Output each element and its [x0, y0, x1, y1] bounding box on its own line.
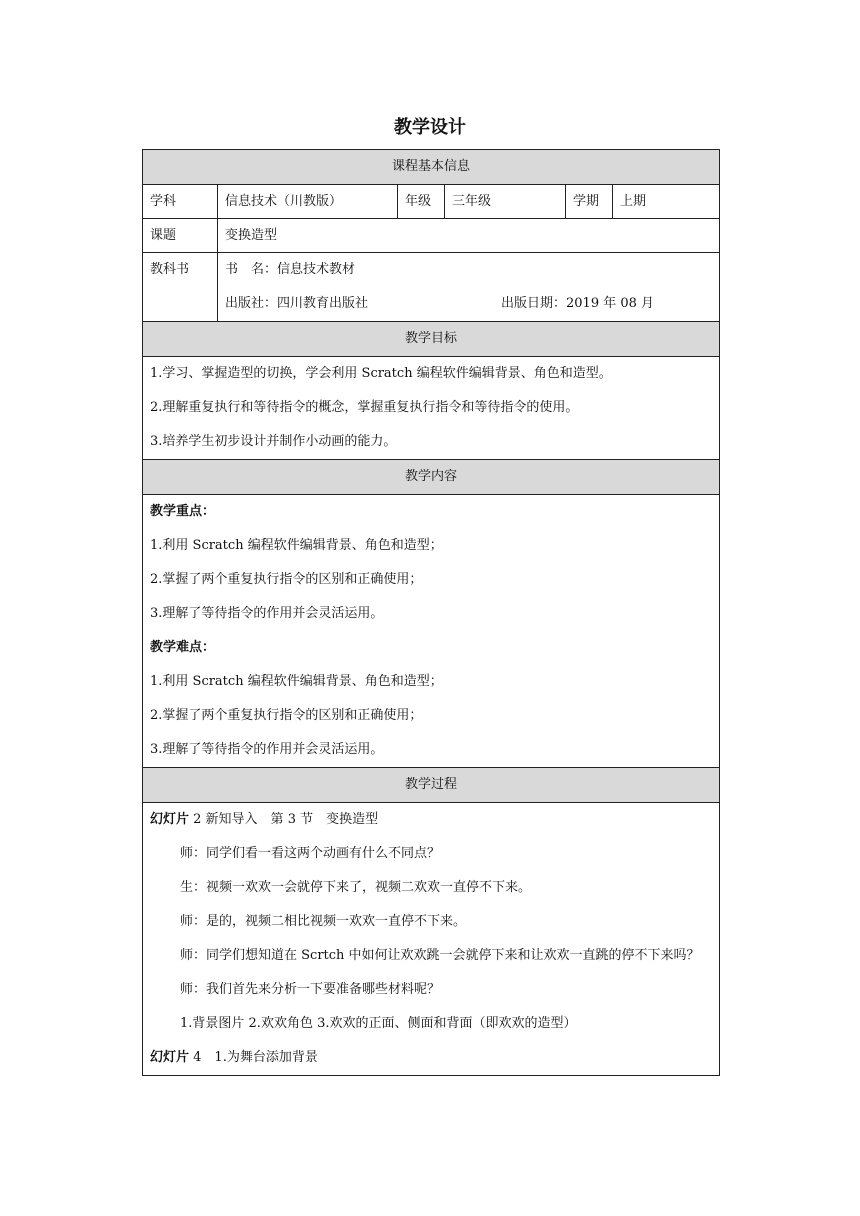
objective-item: 2.理解重复执行和等待指令的概念，掌握重复执行指令和等待指令的使用。: [150, 400, 579, 415]
key-point-item: 2.掌握了两个重复执行指令的区别和正确使用；: [150, 572, 423, 587]
key-point-item: 3.理解了等待指令的作用并会灵活运用。: [150, 606, 384, 621]
publisher: 出版社：四川教育出版社: [225, 296, 369, 311]
difficult-point-item: 3.理解了等待指令的作用并会灵活运用。: [150, 742, 384, 757]
textbook-label: 教科书: [143, 253, 218, 322]
materials-line: 1.背景图片 2.欢欢角色 3.欢欢的正面、侧面和背面（即欢欢的造型）: [180, 1016, 577, 1031]
document-title: 教学设计: [394, 117, 466, 138]
slide-2-line: [150, 803, 719, 837]
dialogue-line: 师：同学们看一看这两个动画有什么不同点？: [180, 846, 441, 861]
publisher-line: [225, 287, 719, 321]
slide-4-text: 4 1.为舞台添加背景: [193, 1050, 318, 1065]
slide-label: 幻灯片: [150, 812, 190, 827]
content-body: [143, 495, 720, 768]
content-header: 教学内容: [143, 460, 720, 495]
slide-2-text: 2 新知导入 第 3 节 变换造型: [193, 812, 379, 827]
dialogue-line: 师：我们首先来分析一下要准备哪些材料呢？: [180, 982, 441, 997]
subject-value: 信息技术（川教版）: [218, 185, 398, 219]
book-name: 书 名：信息技术教材: [225, 262, 356, 277]
objective-item: 3.培养学生初步设计并制作小动画的能力。: [150, 434, 397, 449]
term-value: 上期: [613, 185, 720, 219]
topic-value: 变换造型: [218, 219, 720, 253]
basic-info-header: 课程基本信息: [143, 150, 720, 185]
difficult-points-label: 教学难点：: [150, 640, 216, 655]
slide-label: 幻灯片: [150, 1050, 190, 1065]
key-point-item: 1.利用 Scratch 编程软件编辑背景、角色和造型；: [150, 538, 443, 553]
dialogue-line: 师：是的，视频二相比视频一欢欢一直停不下来。: [180, 914, 467, 929]
objectives-body: [143, 357, 720, 460]
term-label: 学期: [566, 185, 613, 219]
dialogue-line: 生：视频一欢欢一会就停下来了，视频二欢欢一直停不下来。: [180, 880, 532, 895]
objective-item: 1.学习、掌握造型的切换，学会利用 Scratch 编程软件编辑背景、角色和造型。: [150, 366, 612, 381]
lesson-plan-table: [142, 149, 720, 1076]
objectives-header: 教学目标: [143, 322, 720, 357]
publish-date: 出版日期：2019 年 08 月: [501, 296, 655, 311]
key-points-label: 教学重点：: [150, 504, 216, 519]
slide-4-line: [150, 1041, 719, 1075]
dialogue-line-long: 师：同学们想知道在 Scrtch 中如何让欢欢跳一会就停下来和让欢欢一直跳的停不下来吗？: [180, 948, 700, 963]
difficult-point-item: 2.掌握了两个重复执行指令的区别和正确使用；: [150, 708, 423, 723]
topic-label: 课题: [143, 219, 218, 253]
grade-label: 年级: [398, 185, 445, 219]
textbook-info: [218, 253, 720, 322]
process-body: [143, 803, 720, 1076]
difficult-point-item: 1.利用 Scratch 编程软件编辑背景、角色和造型；: [150, 674, 443, 689]
process-header: 教学过程: [143, 768, 720, 803]
subject-label: 学科: [143, 185, 218, 219]
grade-value: 三年级: [445, 185, 566, 219]
